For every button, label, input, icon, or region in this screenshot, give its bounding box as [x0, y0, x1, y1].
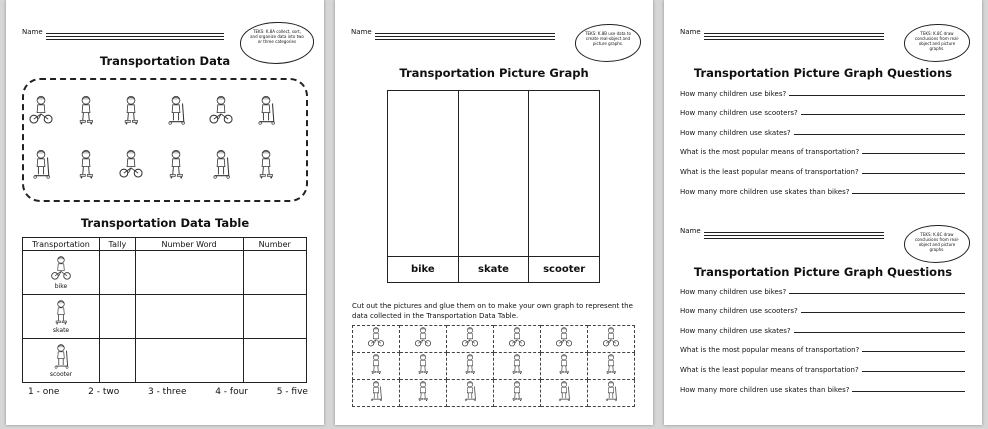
number-word: 2 - two [88, 387, 120, 397]
skate-kid-icon [118, 92, 144, 128]
name-line [22, 28, 224, 40]
row-label: scooter [49, 370, 73, 378]
tally-cell[interactable] [100, 295, 136, 339]
bike-kid-icon [208, 92, 234, 128]
row-icon-cell [23, 295, 100, 339]
question-item [680, 98, 965, 118]
question-item [680, 315, 965, 335]
skate-cutout-icon[interactable] [353, 353, 400, 380]
name-label: Name [680, 227, 701, 235]
number-word-cell[interactable] [135, 339, 243, 383]
bike-cutout-icon[interactable] [353, 326, 400, 353]
question-text: How many children use skates? [680, 128, 791, 137]
column-label: skate [459, 256, 529, 282]
name-label: Name [22, 28, 43, 36]
answer-line[interactable] [801, 312, 965, 313]
header-tally: Tally [100, 238, 136, 251]
bike-kid-icon [28, 92, 54, 128]
scooter-kid-icon [28, 146, 54, 182]
skate-cutout-icon[interactable] [541, 353, 588, 380]
question-text: How many children use scooters? [680, 307, 798, 316]
scooter-cutout-icon[interactable] [447, 380, 494, 407]
table-header-row [23, 238, 307, 251]
bike-cutout-icon[interactable] [494, 326, 541, 353]
cutout-row [353, 380, 635, 407]
teks-cloud: TEKS: K.8C draw conclusions from real-object and picture graphs. [904, 225, 970, 263]
answer-line[interactable] [794, 332, 965, 333]
row-label: skate [52, 326, 70, 334]
bike-cutout-icon[interactable] [447, 326, 494, 353]
number-cell[interactable] [243, 339, 307, 383]
answer-line[interactable] [862, 153, 965, 154]
skate-kid-icon [73, 92, 99, 128]
graph-column-skate[interactable] [459, 91, 530, 282]
scooter-kid-icon [253, 92, 279, 128]
table-row [23, 339, 307, 383]
name-line [680, 28, 884, 40]
column-label: scooter [529, 256, 599, 282]
number-word-key [28, 387, 308, 397]
question-text: What is the most popular means of transportation? [680, 346, 860, 355]
answer-line[interactable] [862, 173, 965, 174]
question-text: How many children use bikes? [680, 287, 787, 296]
question-item [680, 117, 965, 137]
scooter-kid-icon [163, 92, 189, 128]
question-item [680, 176, 965, 196]
answer-line[interactable] [789, 95, 965, 96]
cutout-row [353, 326, 635, 353]
name-line [351, 28, 555, 40]
skate-cutout-icon[interactable] [588, 353, 635, 380]
table-row [23, 295, 307, 339]
question-item [680, 374, 965, 394]
question-text: How many children use bikes? [680, 89, 787, 98]
question-list [680, 78, 965, 196]
question-text: What is the least popular means of transportation? [680, 167, 859, 176]
cut-instructions: Cut out the pictures and glue them on to make your own graph to represent the data collected in the Transportation Data Table. [352, 302, 633, 320]
skate-kid-icon [163, 146, 189, 182]
question-text: What is the most popular means of transportation? [680, 148, 860, 157]
scooter-kid-icon [208, 146, 234, 182]
page-title: Transportation Picture Graph Questions [693, 66, 953, 80]
table-row [23, 251, 307, 295]
question-text: How many more children use skates than bikes? [680, 187, 850, 196]
number-cell[interactable] [243, 251, 307, 295]
scooter-cutout-icon[interactable] [541, 380, 588, 407]
graph-column-scooter[interactable] [529, 91, 599, 282]
header-number: Number [243, 238, 307, 251]
answer-line[interactable] [852, 193, 965, 194]
graph-column-bike[interactable] [388, 91, 459, 282]
scooter-cutout-icon[interactable] [588, 380, 635, 407]
page-graph-questions [664, 0, 982, 425]
picture-graph [387, 90, 600, 283]
answer-line[interactable] [794, 134, 965, 135]
scooter-kid-icon [50, 343, 72, 371]
question-text: How many more children use skates than bikes? [680, 385, 850, 394]
number-word: 4 - four [215, 387, 248, 397]
number-word: 5 - five [276, 387, 308, 397]
cutout-row [353, 353, 635, 380]
question-text: What is the least popular means of transportation? [680, 365, 859, 374]
skate-cutout-icon[interactable] [447, 353, 494, 380]
number-cell[interactable] [243, 295, 307, 339]
teks-cloud: TEKS: K.8A collect, sort, and organize data into two or three categories [240, 22, 314, 64]
teks-cloud: TEKS: K.8B use data to create real-object and picture graphs. [575, 24, 641, 62]
table-title: Transportation Data Table [80, 216, 250, 230]
bike-kid-icon [50, 255, 72, 283]
question-item [680, 78, 965, 98]
data-table [22, 237, 307, 383]
column-label: bike [388, 256, 458, 282]
skate-kid-icon [73, 146, 99, 182]
question-item [680, 335, 965, 355]
number-word-cell[interactable] [135, 251, 243, 295]
page-title: Transportation Picture Graph [399, 66, 589, 80]
question-item [680, 354, 965, 374]
teks-cloud: TEKS: K.8C draw conclusions from real-object and picture graphs. [904, 24, 970, 62]
question-item [680, 137, 965, 157]
tally-cell[interactable] [100, 251, 136, 295]
tally-cell[interactable] [100, 339, 136, 383]
skate-cutout-icon[interactable] [400, 380, 447, 407]
skate-cutout-icon[interactable] [400, 353, 447, 380]
name-line [680, 227, 884, 239]
skate-kid-icon [253, 146, 279, 182]
row-icon-cell [23, 251, 100, 295]
question-text: How many children use skates? [680, 326, 791, 335]
answer-line[interactable] [862, 351, 965, 352]
page-title: Transportation Data [99, 54, 231, 68]
cutout-grid [352, 325, 635, 407]
bike-cutout-icon[interactable] [400, 326, 447, 353]
bike-cutout-icon[interactable] [541, 326, 588, 353]
question-item [680, 296, 965, 316]
answer-line[interactable] [789, 293, 965, 294]
question-item [680, 156, 965, 176]
skate-cutout-icon[interactable] [494, 353, 541, 380]
number-word-cell[interactable] [135, 295, 243, 339]
bike-cutout-icon[interactable] [588, 326, 635, 353]
name-label: Name [680, 28, 701, 36]
row-icon-cell [23, 339, 100, 383]
page-title: Transportation Picture Graph Questions [693, 265, 953, 279]
answer-line[interactable] [852, 391, 965, 392]
scooter-cutout-icon[interactable] [353, 380, 400, 407]
page-transportation-data [6, 0, 324, 425]
bike-kid-icon [118, 146, 144, 182]
question-item [680, 276, 965, 296]
skate-kid-icon [50, 299, 72, 327]
page-picture-graph [335, 0, 653, 425]
skate-cutout-icon[interactable] [494, 380, 541, 407]
number-word: 1 - one [28, 387, 60, 397]
answer-line[interactable] [862, 371, 965, 372]
question-list [680, 276, 965, 394]
name-label: Name [351, 28, 372, 36]
number-word: 3 - three [147, 387, 187, 397]
header-number-word: Number Word [135, 238, 243, 251]
row-label: bike [54, 282, 68, 290]
question-text: How many children use scooters? [680, 109, 798, 118]
header-transportation: Transportation [23, 238, 100, 251]
answer-line[interactable] [801, 114, 965, 115]
